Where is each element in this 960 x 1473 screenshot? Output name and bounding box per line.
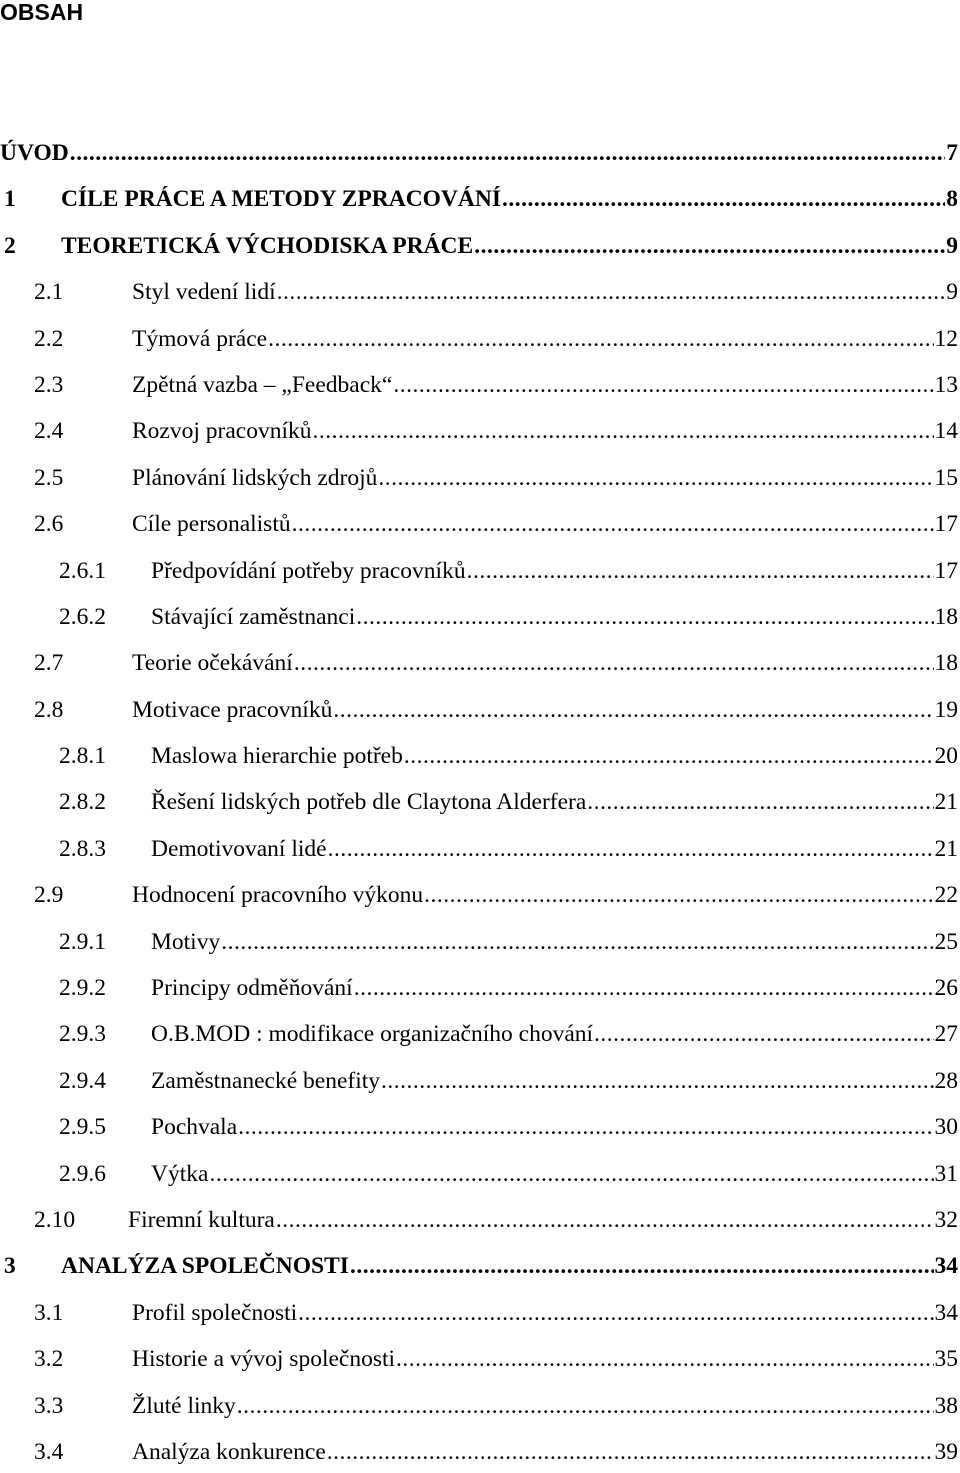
toc-entry-label: O.B.MOD : modifikace organizačního chování [151,1019,593,1049]
toc-entry-label: Řešení lidských potřeb dle Claytona Alderfera [151,787,586,817]
toc-entry-page-number: 21 [935,787,960,817]
toc-entry-label: Analýza konkurence [132,1437,326,1467]
toc-entry-label: Rozvoj pracovníků [132,416,311,446]
toc-entry-number: 2.8 [34,695,132,725]
dot-leader [424,880,933,910]
dot-leader [277,277,946,307]
toc-entry-number: 3.1 [34,1298,132,1328]
toc-entry-label: Motivy [151,927,220,957]
toc-entry[interactable] [0,638,960,684]
toc-entry-page-number: 27 [935,1019,960,1049]
dot-leader [378,463,933,493]
toc-entry-page-number: 17 [935,556,960,586]
toc-entry-page-number: 9 [946,277,960,307]
toc-entry-number: 3.4 [34,1437,132,1467]
toc-entry-label: TEORETICKÁ VÝCHODISKA PRÁCE [61,231,473,261]
toc-entry-number: 3.3 [34,1391,132,1421]
toc-entry-label: Motivace pracovníků [132,695,332,725]
dot-leader [268,324,933,354]
toc-entry-number: 2.9 [34,880,132,910]
toc-entry-label: ÚVOD [0,138,69,168]
toc-entry-label: Týmová práce [132,324,267,354]
toc-entry[interactable] [0,267,960,313]
toc-entry-page-number: 14 [935,416,960,446]
toc-entry[interactable] [0,777,960,823]
toc-entry-number: 2.3 [34,370,132,400]
toc-entry-page-number: 22 [935,880,960,910]
toc-entry[interactable] [0,453,960,499]
dot-leader [350,1251,934,1281]
toc-entry[interactable] [0,1195,960,1241]
dot-leader [381,1066,933,1096]
toc-entry-label: Principy odměňování [151,973,353,1003]
toc-entry-page-number: 31 [935,1159,960,1189]
toc-entry[interactable] [0,174,960,220]
toc-entry-page-number: 20 [935,741,960,771]
toc-entry-label: CÍLE PRÁCE A METODY ZPRACOVÁNÍ [61,184,501,214]
toc-entry-label: Firemní kultura [128,1205,275,1235]
toc-entry[interactable] [0,1149,960,1195]
dot-leader [474,231,945,261]
toc-entry[interactable] [0,221,960,267]
toc-entry-page-number: 21 [935,834,960,864]
toc-entry-number: 2.8.3 [59,834,151,864]
toc-entry-number: 2.4 [34,416,132,446]
toc-entry[interactable] [0,685,960,731]
dot-leader [292,509,934,539]
toc-entry-number: 2.9.3 [59,1019,151,1049]
dot-leader [393,370,933,400]
dot-leader [237,1391,934,1421]
toc-entry-page-number: 18 [935,602,960,632]
toc-entry-number: 2.9.4 [59,1066,151,1096]
toc-entry-label: Profil společnosti [132,1298,297,1328]
toc-entry[interactable] [0,1334,960,1380]
toc-entry-number: 2.9.6 [59,1159,151,1189]
toc-entry-number: 1 [4,184,61,214]
dot-leader [587,787,933,817]
toc-entry[interactable] [0,731,960,777]
dot-leader [333,695,933,725]
dot-leader [467,556,934,586]
toc-entry-label: Pochvala [151,1112,237,1142]
toc-entry-page-number: 17 [935,509,960,539]
toc-entry-page-number: 13 [935,370,960,400]
toc-entry[interactable] [0,1102,960,1148]
toc-entry[interactable] [0,499,960,545]
toc-entry-number: 3 [4,1251,61,1281]
toc-entry[interactable] [0,360,960,406]
toc-entry-page-number: 19 [935,695,960,725]
toc-entry-page-number: 12 [935,324,960,354]
dot-leader [396,1344,933,1374]
dot-leader [238,1112,933,1142]
toc-entry[interactable] [0,546,960,592]
toc-entry-page-number: 15 [935,463,960,493]
dot-leader [356,602,933,632]
toc-entry[interactable] [0,824,960,870]
toc-entry[interactable] [0,314,960,360]
toc-entry-page-number: 18 [935,648,960,678]
toc-entry-page-number: 35 [935,1344,960,1374]
toc-entry-page-number: 25 [935,927,960,957]
toc-entry[interactable] [0,406,960,452]
dot-leader [502,184,945,214]
toc-entry-label: Výtka [151,1159,208,1189]
dot-leader [327,1437,934,1467]
toc-entry-number: 2.1 [34,277,132,307]
toc-entry-label: Hodnocení pracovního výkonu [132,880,423,910]
dot-leader [209,1159,933,1189]
toc-entry[interactable] [0,1009,960,1055]
toc-entry-page-number: 38 [935,1391,960,1421]
toc-entry-label: Žluté linky [132,1391,236,1421]
toc-entry-number: 2.9.2 [59,973,151,1003]
toc-entry-number: 2.2 [34,324,132,354]
dot-leader [294,648,934,678]
page-title: OBSAH [0,0,83,26]
dot-leader [328,834,934,864]
toc-entry-number: 2.8.1 [59,741,151,771]
toc-entry[interactable] [0,917,960,963]
toc-entry-page-number: 32 [935,1205,960,1235]
table-of-contents [0,128,960,1473]
toc-entry-label: Plánování lidských zdrojů [132,463,377,493]
toc-entry-label: Stávající zaměstnanci [151,602,355,632]
toc-entry-number: 2.8.2 [59,787,151,817]
toc-entry-number: 2.9.5 [59,1112,151,1142]
toc-entry-page-number: 39 [935,1437,960,1467]
toc-entry-page-number: 34 [935,1298,960,1328]
dot-leader [70,138,946,168]
toc-entry-label: Předpovídání potřeby pracovníků [151,556,466,586]
toc-entry-label: Zpětná vazba – „Feedback“ [132,370,392,400]
toc-entry[interactable] [0,870,960,916]
toc-entry-number: 2.5 [34,463,132,493]
toc-entry-number: 2.6.2 [59,602,151,632]
toc-entry-label: Teorie očekávání [132,648,293,678]
toc-entry-page-number: 28 [935,1066,960,1096]
dot-leader [221,927,933,957]
toc-entry[interactable] [0,963,960,1009]
dot-leader [276,1205,934,1235]
toc-entry-page-number: 9 [946,231,960,261]
toc-entry-number: 2.6 [34,509,132,539]
toc-entry-label: Maslowa hierarchie potřeb [151,741,403,771]
dot-leader [312,416,933,446]
dot-leader [354,973,934,1003]
toc-entry[interactable] [0,1381,960,1427]
toc-entry[interactable] [0,1288,960,1334]
toc-entry-label: Demotivovaní lidé [151,834,327,864]
toc-entry-page-number: 8 [946,184,960,214]
toc-entry-number: 2.9.1 [59,927,151,957]
toc-entry[interactable] [0,1056,960,1102]
dot-leader [298,1298,933,1328]
dot-leader [594,1019,933,1049]
toc-entry-number: 2 [4,231,61,261]
toc-entry-page-number: 34 [935,1251,960,1281]
toc-entry[interactable] [0,592,960,638]
toc-entry-label: Cíle personalistů [132,509,291,539]
toc-entry[interactable] [0,1241,960,1287]
toc-entry-number: 2.7 [34,648,132,678]
toc-entry-number: 2.10 [34,1205,128,1235]
toc-entry-label: Zaměstnanecké benefity [151,1066,380,1096]
toc-entry-label: Historie a vývoj společnosti [132,1344,395,1374]
toc-entry-number: 2.6.1 [59,556,151,586]
toc-entry[interactable] [0,128,960,174]
toc-entry-label: Styl vedení lidí [132,277,276,307]
toc-entry-page-number: 30 [935,1112,960,1142]
toc-entry-page-number: 26 [935,973,960,1003]
dot-leader [404,741,934,771]
toc-entry-number: 3.2 [34,1344,132,1374]
toc-entry-label: ANALÝZA SPOLEČNOSTI [61,1251,349,1281]
toc-entry[interactable] [0,1427,960,1473]
toc-entry-page-number: 7 [946,138,960,168]
